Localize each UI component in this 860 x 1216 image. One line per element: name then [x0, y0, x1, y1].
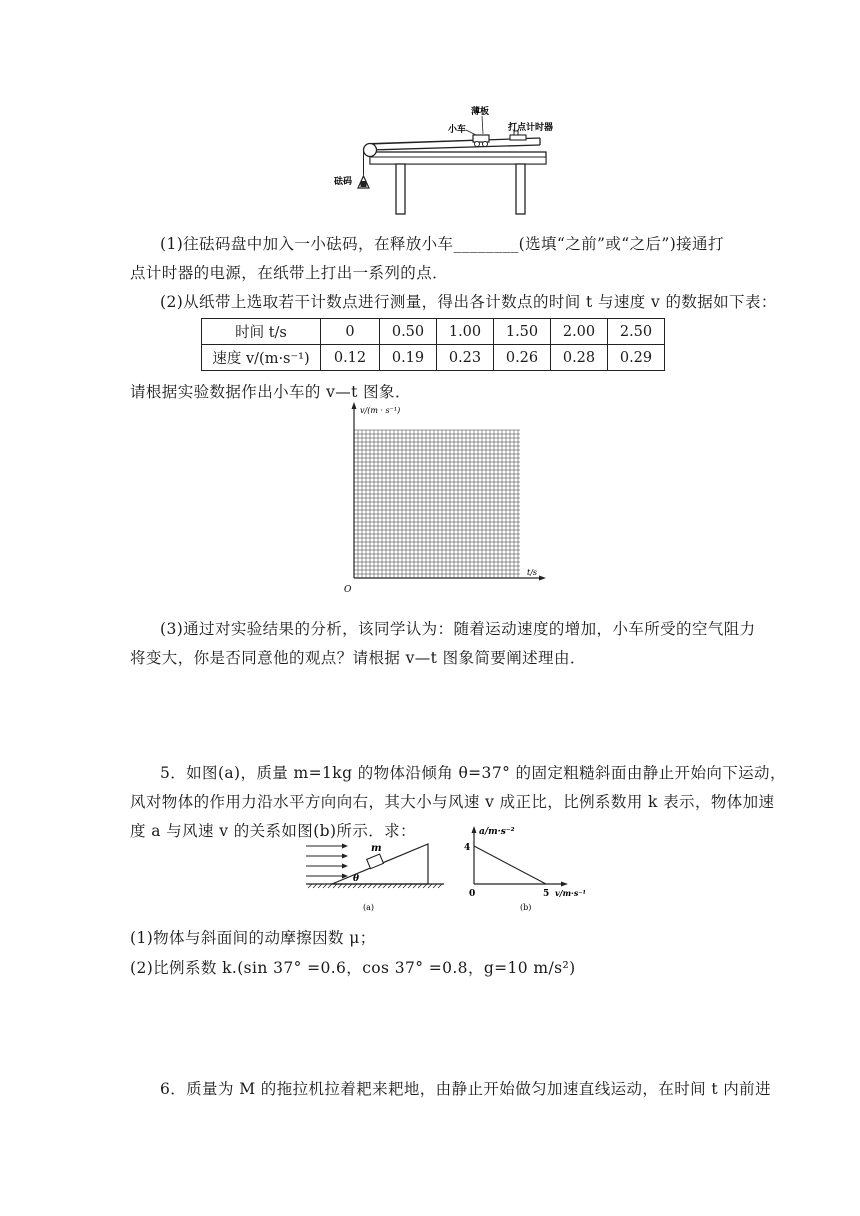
table-cell: 0: [321, 319, 380, 345]
table-cell: 2.00: [551, 319, 608, 345]
q4-part2: (2)从纸带上选取若干计数点进行测量，得出各计数点的时间 t 与速度 v 的数据如下表：: [160, 293, 777, 311]
q4-part1-cont: 点计时器的电源，在纸带上打出一系列的点．: [130, 264, 449, 282]
table-cell: 0.26: [494, 345, 551, 371]
table-cell: 1.50: [494, 319, 551, 345]
apparatus-figure: [330, 100, 560, 218]
fig-b-origin: 0: [469, 889, 476, 899]
label-timer: 打点计时器: [508, 123, 554, 133]
graph-xlabel: t/s: [527, 568, 538, 577]
table-cell: 0.23: [437, 345, 494, 371]
fig-b-y4: 4: [464, 843, 471, 853]
table-row-time: [202, 319, 665, 345]
fig-b-ylabel: a/m·s⁻²: [479, 827, 515, 837]
table-cell: 0.29: [608, 345, 665, 371]
q5-line2: 风对物体的作用力沿水平方向向右，其大小与风速 v 成正比，比例系数用 k 表示，物体加速: [130, 793, 775, 811]
table-cell: 2.50: [608, 319, 665, 345]
table-cell: 0.28: [551, 345, 608, 371]
fig-b-caption: (b): [520, 903, 532, 912]
data-table: [201, 318, 665, 371]
fig-b-x5: 5: [543, 889, 550, 899]
q4-part3-cont: 将变大，你是否同意他的观点？请根据 v—t 图象简要阐述理由．: [130, 649, 586, 667]
label-cart: 小车: [448, 125, 467, 135]
label-weight: 砝码: [334, 177, 353, 187]
q6-line1: 6．质量为 M 的拖拉机拉着耙来耙地，由静止开始做匀加速直线运动，在时间 t 内前进: [160, 1080, 771, 1098]
table-cell: 0.12: [321, 345, 380, 371]
fig-a-angle-label: θ: [353, 874, 360, 884]
q5-line3: 度 a 与风速 v 的关系如图(b)所示．求：: [130, 822, 416, 840]
fig-a-caption: (a): [363, 903, 375, 912]
fig-b-xlabel: v/m·s⁻¹: [555, 888, 587, 898]
fig-a-mass-label: m: [371, 843, 382, 854]
vt-graph-grid: [310, 400, 550, 602]
graph-ylabel: v/(m · s⁻¹): [360, 406, 401, 415]
label-plank: 薄板: [471, 107, 490, 117]
table-cell: 1.00: [437, 319, 494, 345]
table-header-velocity: 速度 v/(m·s⁻¹): [202, 345, 321, 371]
q4-part2-instruction: 请根据实验数据作出小车的 v—t 图象．: [130, 383, 411, 401]
table-header-time: 时间 t/s: [202, 319, 321, 345]
figure-a-incline: [300, 838, 450, 918]
q5-line1: 5．如图(a)，质量 m=1kg 的物体沿倾角 θ=37° 的固定粗糙斜面由静止开始向下运动，: [160, 764, 786, 782]
q4-part3: (3)通过对实验结果的分析，该同学认为：随着运动速度的增加，小车所受的空气阻力: [160, 620, 756, 638]
q5-sub1: (1)物体与斜面间的动摩擦因数 μ；: [130, 929, 376, 947]
graph-origin: O: [344, 585, 352, 595]
figure-b-graph: [462, 822, 612, 918]
table-cell: 0.19: [380, 345, 437, 371]
q4-part1: (1)往砝码盘中加入一小砝码，在释放小车________(选填“之前”或“之后”)接通打: [160, 235, 724, 253]
table-row-velocity: [202, 345, 665, 371]
table-cell: 0.50: [380, 319, 437, 345]
q5-sub2: (2)比例系数 k.(sin 37° =0.6，cos 37° =0.8，g=10 m/s²): [130, 959, 576, 977]
